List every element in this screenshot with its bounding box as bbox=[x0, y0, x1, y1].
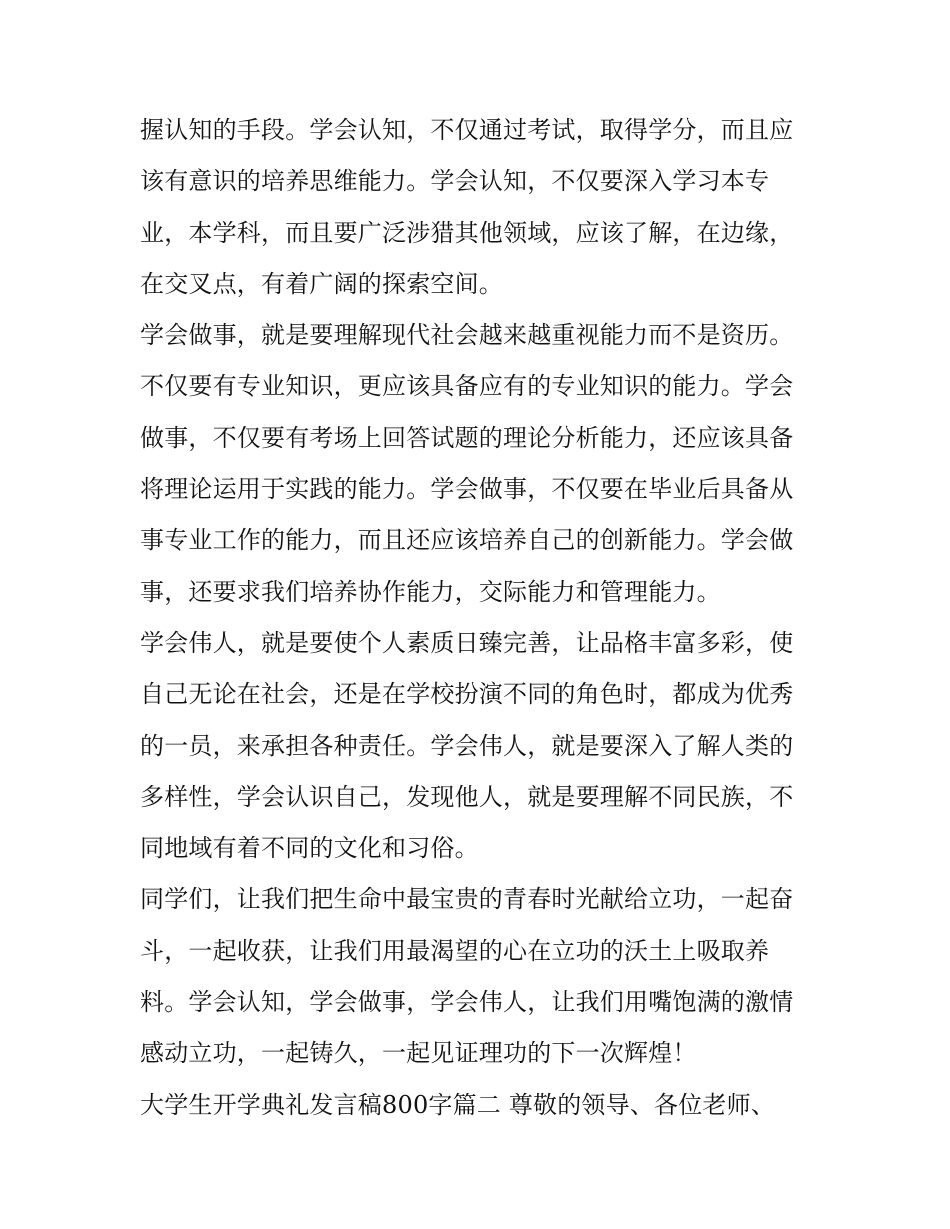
text-line: 料。学会认知，学会做事，学会伟人，让我们用嘴饱满的激情 bbox=[140, 988, 794, 1017]
text-line: 多样性，学会认识自己，发现他人，就是要理解不同民族，不 bbox=[140, 782, 794, 811]
text-line: 不仅要有专业知识，更应该具备应有的专业知识的能力。学会 bbox=[140, 372, 794, 401]
text-line: 在交叉点，有着广阔的探索空间。 bbox=[140, 269, 503, 298]
text-line: 业，本学科，而且要广泛涉猎其他领域，应该了解，在边缘， bbox=[140, 218, 794, 247]
text-line: 自己无论在社会，还是在学校扮演不同的角色时，都成为优秀 bbox=[140, 680, 794, 709]
text-line: 的一员，来承担各种责任。学会伟人，就是要深入了解人类的 bbox=[140, 731, 794, 760]
text-line: 学会做事，就是要理解现代社会越来越重视能力而不是资历。 bbox=[140, 321, 794, 350]
text-line: 做事，不仅要有考场上回答试题的理论分析能力，还应该具备 bbox=[140, 423, 794, 452]
text-line: 斗，一起收获，让我们用最渴望的心在立功的沃土上吸取养 bbox=[140, 936, 770, 965]
text-line: 将理论运用于实践的能力。学会做事，不仅要在毕业后具备从 bbox=[140, 475, 794, 504]
text-line: 该有意识的培养思维能力。学会认知，不仅要深入学习本专 bbox=[140, 167, 770, 196]
text-line: 同学们，让我们把生命中最宝贵的青春时光献给立功，一起奋 bbox=[140, 885, 794, 914]
text-line: 学会伟人，就是要使个人素质日臻完善，让品格丰富多彩，使 bbox=[140, 628, 794, 657]
text-line: 感动立功，一起铸久，一起见证理功的下一次辉煌！ bbox=[140, 1039, 697, 1068]
text-line: 同地域有着不同的文化和习俗。 bbox=[140, 834, 479, 863]
text-line: 大学生开学典礼发言稿800字篇二 尊敬的领导、各位老师、 bbox=[140, 1090, 776, 1119]
document-body bbox=[140, 105, 820, 1131]
text-line: 事，还要求我们培养协作能力，交际能力和管理能力。 bbox=[140, 577, 721, 606]
text-line: 事专业工作的能力，而且还应该培养自己的创新能力。学会做 bbox=[140, 526, 794, 555]
text-line: 握认知的手段。学会认知，不仅通过考试，取得学分，而且应 bbox=[140, 116, 794, 144]
